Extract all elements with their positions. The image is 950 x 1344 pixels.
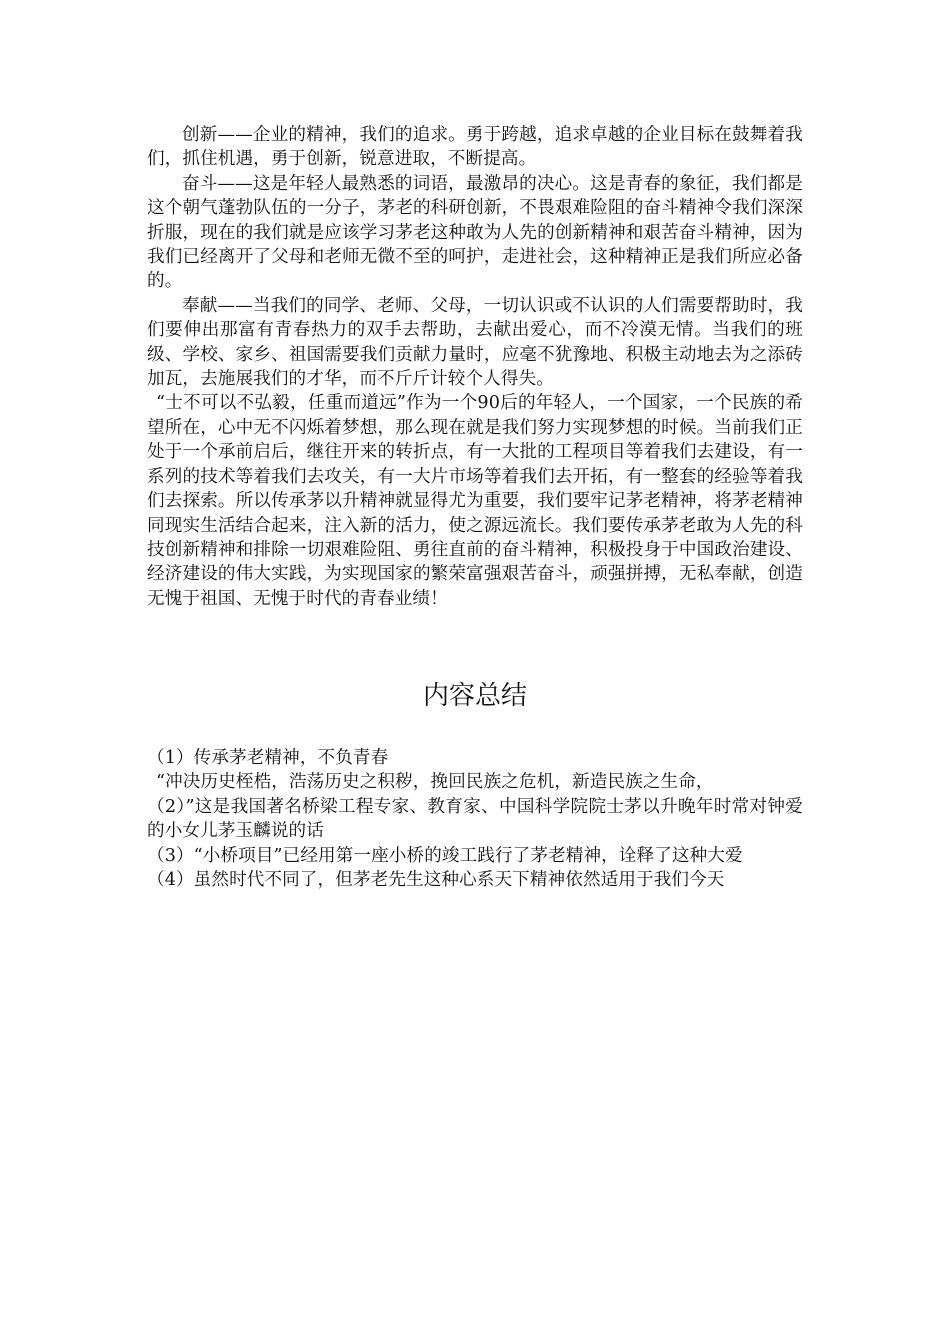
paragraph-dedication: 奉献——当我们的同学、老师、父母，一切认识或不认识的人们需要帮助时，我们要伸出那富有青春热力的双手去帮助，去献出爱心，而不冷漠无情。当我们的班级、学校、家乡、祖国需要我们贡献力量时，应毫不犹豫地、积极主动地去为之添砖加瓦，去施展我们的才华，而不斤斤计较个人得失。 xyxy=(147,295,803,390)
summary-list xyxy=(147,746,803,892)
paragraph-mission: “士不可以不弘毅，任重而道远”作为一个90后的年轻人，一个国家，一个民族的希望所在，心中无不闪烁着梦想，那么现在就是我们努力实现梦想的时候。当前我们正处于一个承前启后，继往开来的转折点，有一大批的工程项目等着我们去建设，有一系列的技术等着我们去攻关，有一大片市场等着我们去开拓，有一整套的经验等着我们去探索。所以传承茅以升精神就显得尤为重要，我们要牢记茅老精神，将茅老精神同现实生活结合起来，注入新的活力，使之源远流长。我们要传承茅老敢为人先的科技创新精神和排除一切艰难险阻、勇往直前的奋斗精神，积极投身于中国政治建设、经济建设的伟大实践，为实现国家的繁荣富强艰苦奋斗，顽强拼搏，无私奉献，创造无愧于祖国、无愧于时代的青春业绩！ xyxy=(147,393,803,609)
summary-title: 内容总结 xyxy=(422,681,527,711)
summary-item: （3）“小桥项目”已经用第一座小桥的竣工践行了茅老精神，诠释了这种大爱 xyxy=(147,845,743,866)
paragraph-struggle: 奋斗——这是年轻人最熟悉的词语，最激昂的决心。这是青春的象征，我们都是这个朝气蓬勃队伍的一分子，茅老的科研创新，不畏艰难险阻的奋斗精神令我们深深折服，现在的我们就是应该学习茅老这种敢为人先的创新精神和艰苦奋斗精神，因为我们已经离开了父母和老师无微不至的呵护，走进社会，这种精神正是我们所应必备的。 xyxy=(147,173,803,292)
summary-item: （2）”这是我国著名桥梁工程专家、教育家、中国科学院院士茅以升晚年时常对钟爱的小女儿茅玉麟说的话 xyxy=(147,796,803,842)
summary-item: “冲决历史桎梏，浩荡历史之积秽，挽回民族之危机，新造民族之生命， xyxy=(156,772,714,793)
document-body xyxy=(147,123,803,611)
summary-item: （4）虽然时代不同了，但茅老先生这种心系天下精神依然适用于我们今天 xyxy=(147,870,725,891)
paragraph-innovation: 创新——企业的精神，我们的追求。勇于跨越，追求卓越的企业目标在鼓舞着我们，抓住机遇，勇于创新，锐意进取，不断提高。 xyxy=(147,125,803,170)
summary-item: （1）传承茅老精神，不负青春 xyxy=(147,748,389,768)
